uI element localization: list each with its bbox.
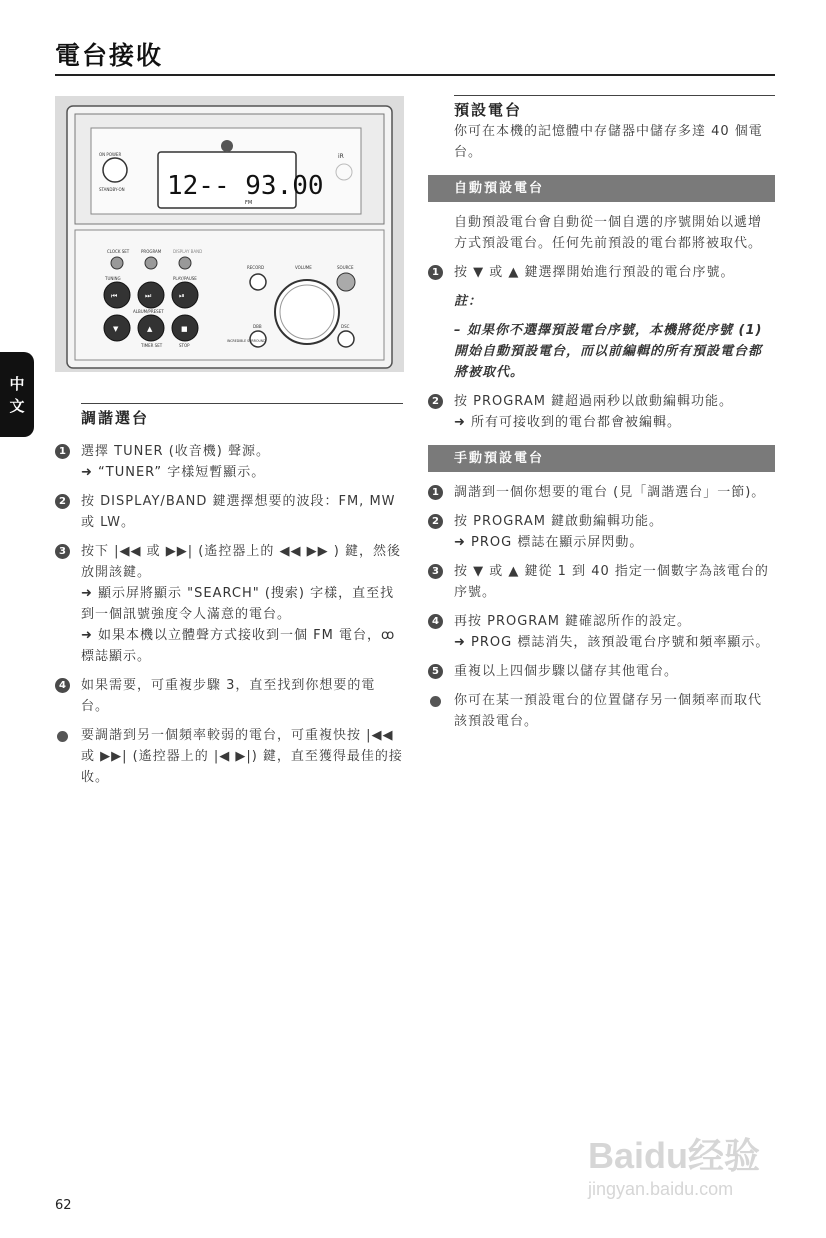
step-text: 要調諧到另一個頻率較弱的電台，可重複快按 |◀◀ 或 ▶▶| (遙控器上的 |◀ ▶|) 鍵，直至獲得最佳的接收。 xyxy=(81,728,403,785)
manual-step-2 xyxy=(428,511,775,553)
title-divider xyxy=(55,74,775,76)
tuning-step-3 xyxy=(55,541,403,667)
step-text: 按 PROGRAM 鍵啟動編輯功能。 xyxy=(454,514,664,529)
language-side-tab xyxy=(0,352,34,437)
side-tab-char-2: 文 xyxy=(9,396,25,415)
power-label: ON POWER xyxy=(99,152,122,157)
step-result: ➜ PROG 標誌在顯示屏閃動。 xyxy=(454,535,644,550)
step-result: ➜ 顯示屏將顯示 "SEARCH" (搜索) 字樣，直至找到一個訊號強度令人滿意的電台。 xyxy=(81,586,395,622)
auto-preset-heading: 自動預設電台 xyxy=(428,175,775,202)
step-number: 2 xyxy=(428,514,443,529)
page-number: 62 xyxy=(55,1198,72,1213)
watermark-du: du xyxy=(644,1135,689,1176)
step-text: 再按 PROGRAM 鍵確認所作的設定。 xyxy=(454,614,692,629)
step-text: 你可在某一預設電台的位置儲存另一個頻率而取代該預設電台。 xyxy=(454,693,763,729)
stop-icon: ■ xyxy=(181,325,188,333)
step-text: 按 ▼ 或 ▲ 鍵選擇開始進行預設的電台序號。 xyxy=(454,265,735,280)
step-text: 按 DISPLAY/BAND 鍵選擇想要的波段：FM, MW 或 LW。 xyxy=(81,494,396,530)
baidu-watermark xyxy=(588,1128,760,1200)
step-number: 5 xyxy=(428,664,443,679)
bullet-icon xyxy=(57,731,68,742)
step-number: 2 xyxy=(428,394,443,409)
step-result: ➜ 如果本機以立體聲方式接收到一個 FM 電台，ꝏ 標誌顯示。 xyxy=(81,628,396,664)
watermark-jingyan: 经验 xyxy=(688,1135,761,1176)
preset-intro: 你可在本機的記憶體中存儲器中儲存多達 40 個電台。 xyxy=(454,124,763,160)
timer-set-label: TIMER SET xyxy=(141,343,163,348)
manual-step-3 xyxy=(428,561,775,603)
auto-step-1 xyxy=(428,262,775,283)
play-pause-icon: ⏯ xyxy=(179,292,185,300)
device-drawing xyxy=(55,96,404,372)
source-label: SOURCE xyxy=(337,265,354,270)
step-text: 按下 |◀◀ 或 ▶▶| (遙控器上的 ◀◀ ▶▶ ) 鍵，然後放開該鍵。 xyxy=(81,544,401,580)
step-text: 調諧到一個你想要的電台 (見「調諧選台」一節)。 xyxy=(454,485,766,500)
ir-label: iR xyxy=(338,153,344,160)
tuning-heading: 調諧選台 xyxy=(81,403,403,429)
display-band-label: DISPLAY BAND xyxy=(173,249,203,254)
prev-icon: ⏮ xyxy=(111,292,118,300)
volume-knob[interactable] xyxy=(275,280,339,344)
step-number: 3 xyxy=(428,564,443,579)
dbb-label: DBB xyxy=(253,324,262,329)
tuning-step-2 xyxy=(55,491,403,533)
manual-step-4 xyxy=(428,611,775,653)
preset-section xyxy=(428,95,775,740)
watermark-url: jingyan.baidu.com xyxy=(588,1179,734,1199)
step-text: 按 ▼ 或 ▲ 鍵從 1 到 40 指定一個數字為該電台的序號。 xyxy=(454,564,769,600)
clock-set-label: CLOCK SET xyxy=(107,249,130,254)
tuning-label: TUNING xyxy=(105,276,121,281)
watermark-bai: Bai xyxy=(588,1135,645,1176)
brand-logo-icon xyxy=(221,140,233,152)
clock-set-button[interactable] xyxy=(111,257,123,269)
play-pause-button[interactable] xyxy=(172,282,198,308)
step-number: 1 xyxy=(428,265,443,280)
manual-preset-heading: 手動預設電台 xyxy=(428,445,775,472)
program-label: PROGRAM xyxy=(141,249,162,254)
step-text: 按 PROGRAM 鍵超過兩秒以啟動編輯功能。 xyxy=(454,394,734,409)
bullet-icon xyxy=(430,696,441,707)
note-text: – 如果你不選擇預設電台序號，本機將從序號 (1) 開始自動預設電台，而以前編輯的所有預設電台都將被取代。 xyxy=(454,323,763,380)
tuning-step-4 xyxy=(55,675,403,717)
preset-heading: 預設電台 xyxy=(454,95,775,121)
page-title: 電台接收 xyxy=(55,41,164,70)
note-label: 註： xyxy=(454,294,483,309)
auto-step-2 xyxy=(428,391,775,433)
step-number: 4 xyxy=(55,678,70,693)
dsc-label: DSC xyxy=(341,324,350,329)
down-arrow-icon: ▼ xyxy=(113,325,119,333)
step-number: 1 xyxy=(55,444,70,459)
play-pause-label: PLAY/PAUSE xyxy=(173,276,197,281)
album-preset-label: ALBUM/PRESET xyxy=(133,309,164,314)
manual-bullet xyxy=(428,690,775,732)
step-result: ➜ “TUNER” 字樣短暫顯示。 xyxy=(81,465,266,480)
power-button[interactable] xyxy=(103,158,127,182)
step-number: 1 xyxy=(428,485,443,500)
source-button[interactable] xyxy=(337,273,355,291)
tuning-bullet xyxy=(55,725,403,788)
step-result: ➜ 所有可接收到的電台都會被編輯。 xyxy=(454,415,682,430)
fm-indicator: FM xyxy=(245,200,253,206)
step-text: 選擇 TUNER (收音機) 聲源。 xyxy=(81,444,270,459)
step-number: 2 xyxy=(55,494,70,509)
up-arrow-icon: ▲ xyxy=(147,325,153,333)
volume-label: VOLUME xyxy=(295,265,312,270)
step-number: 3 xyxy=(55,544,70,559)
device-illustration xyxy=(55,96,404,372)
surround-label: INCREDIBLE SURROUND xyxy=(227,339,266,343)
stop-label: STOP xyxy=(179,343,190,348)
tuning-section xyxy=(55,403,403,796)
dsc-button[interactable] xyxy=(338,331,354,347)
tuning-step-1 xyxy=(55,441,403,483)
record-label: RECORD xyxy=(247,265,265,270)
standby-label: STANDBY-ON xyxy=(99,187,125,192)
step-result: ➜ PROG 標誌消失，該預設電台序號和頻率顯示。 xyxy=(454,635,770,650)
manual-step-5 xyxy=(428,661,775,682)
auto-preset-intro: 自動預設電台會自動從一個自選的序號開始以遞增方式預設電台。任何先前預設的電台都將被取代。 xyxy=(454,215,763,251)
step-text: 如果需要，可重複步驟 3，直至找到你想要的電台。 xyxy=(81,678,376,714)
side-tab-char-1: 中 xyxy=(9,374,25,393)
next-icon: ⏭ xyxy=(145,292,152,300)
manual-step-1 xyxy=(428,482,775,503)
step-text: 重複以上四個步驟以儲存其他電台。 xyxy=(454,664,679,679)
display-band-button[interactable] xyxy=(179,257,191,269)
record-button[interactable] xyxy=(250,274,266,290)
step-number: 4 xyxy=(428,614,443,629)
program-button[interactable] xyxy=(145,257,157,269)
lcd-readout: 12-- 93.00 xyxy=(167,171,324,201)
